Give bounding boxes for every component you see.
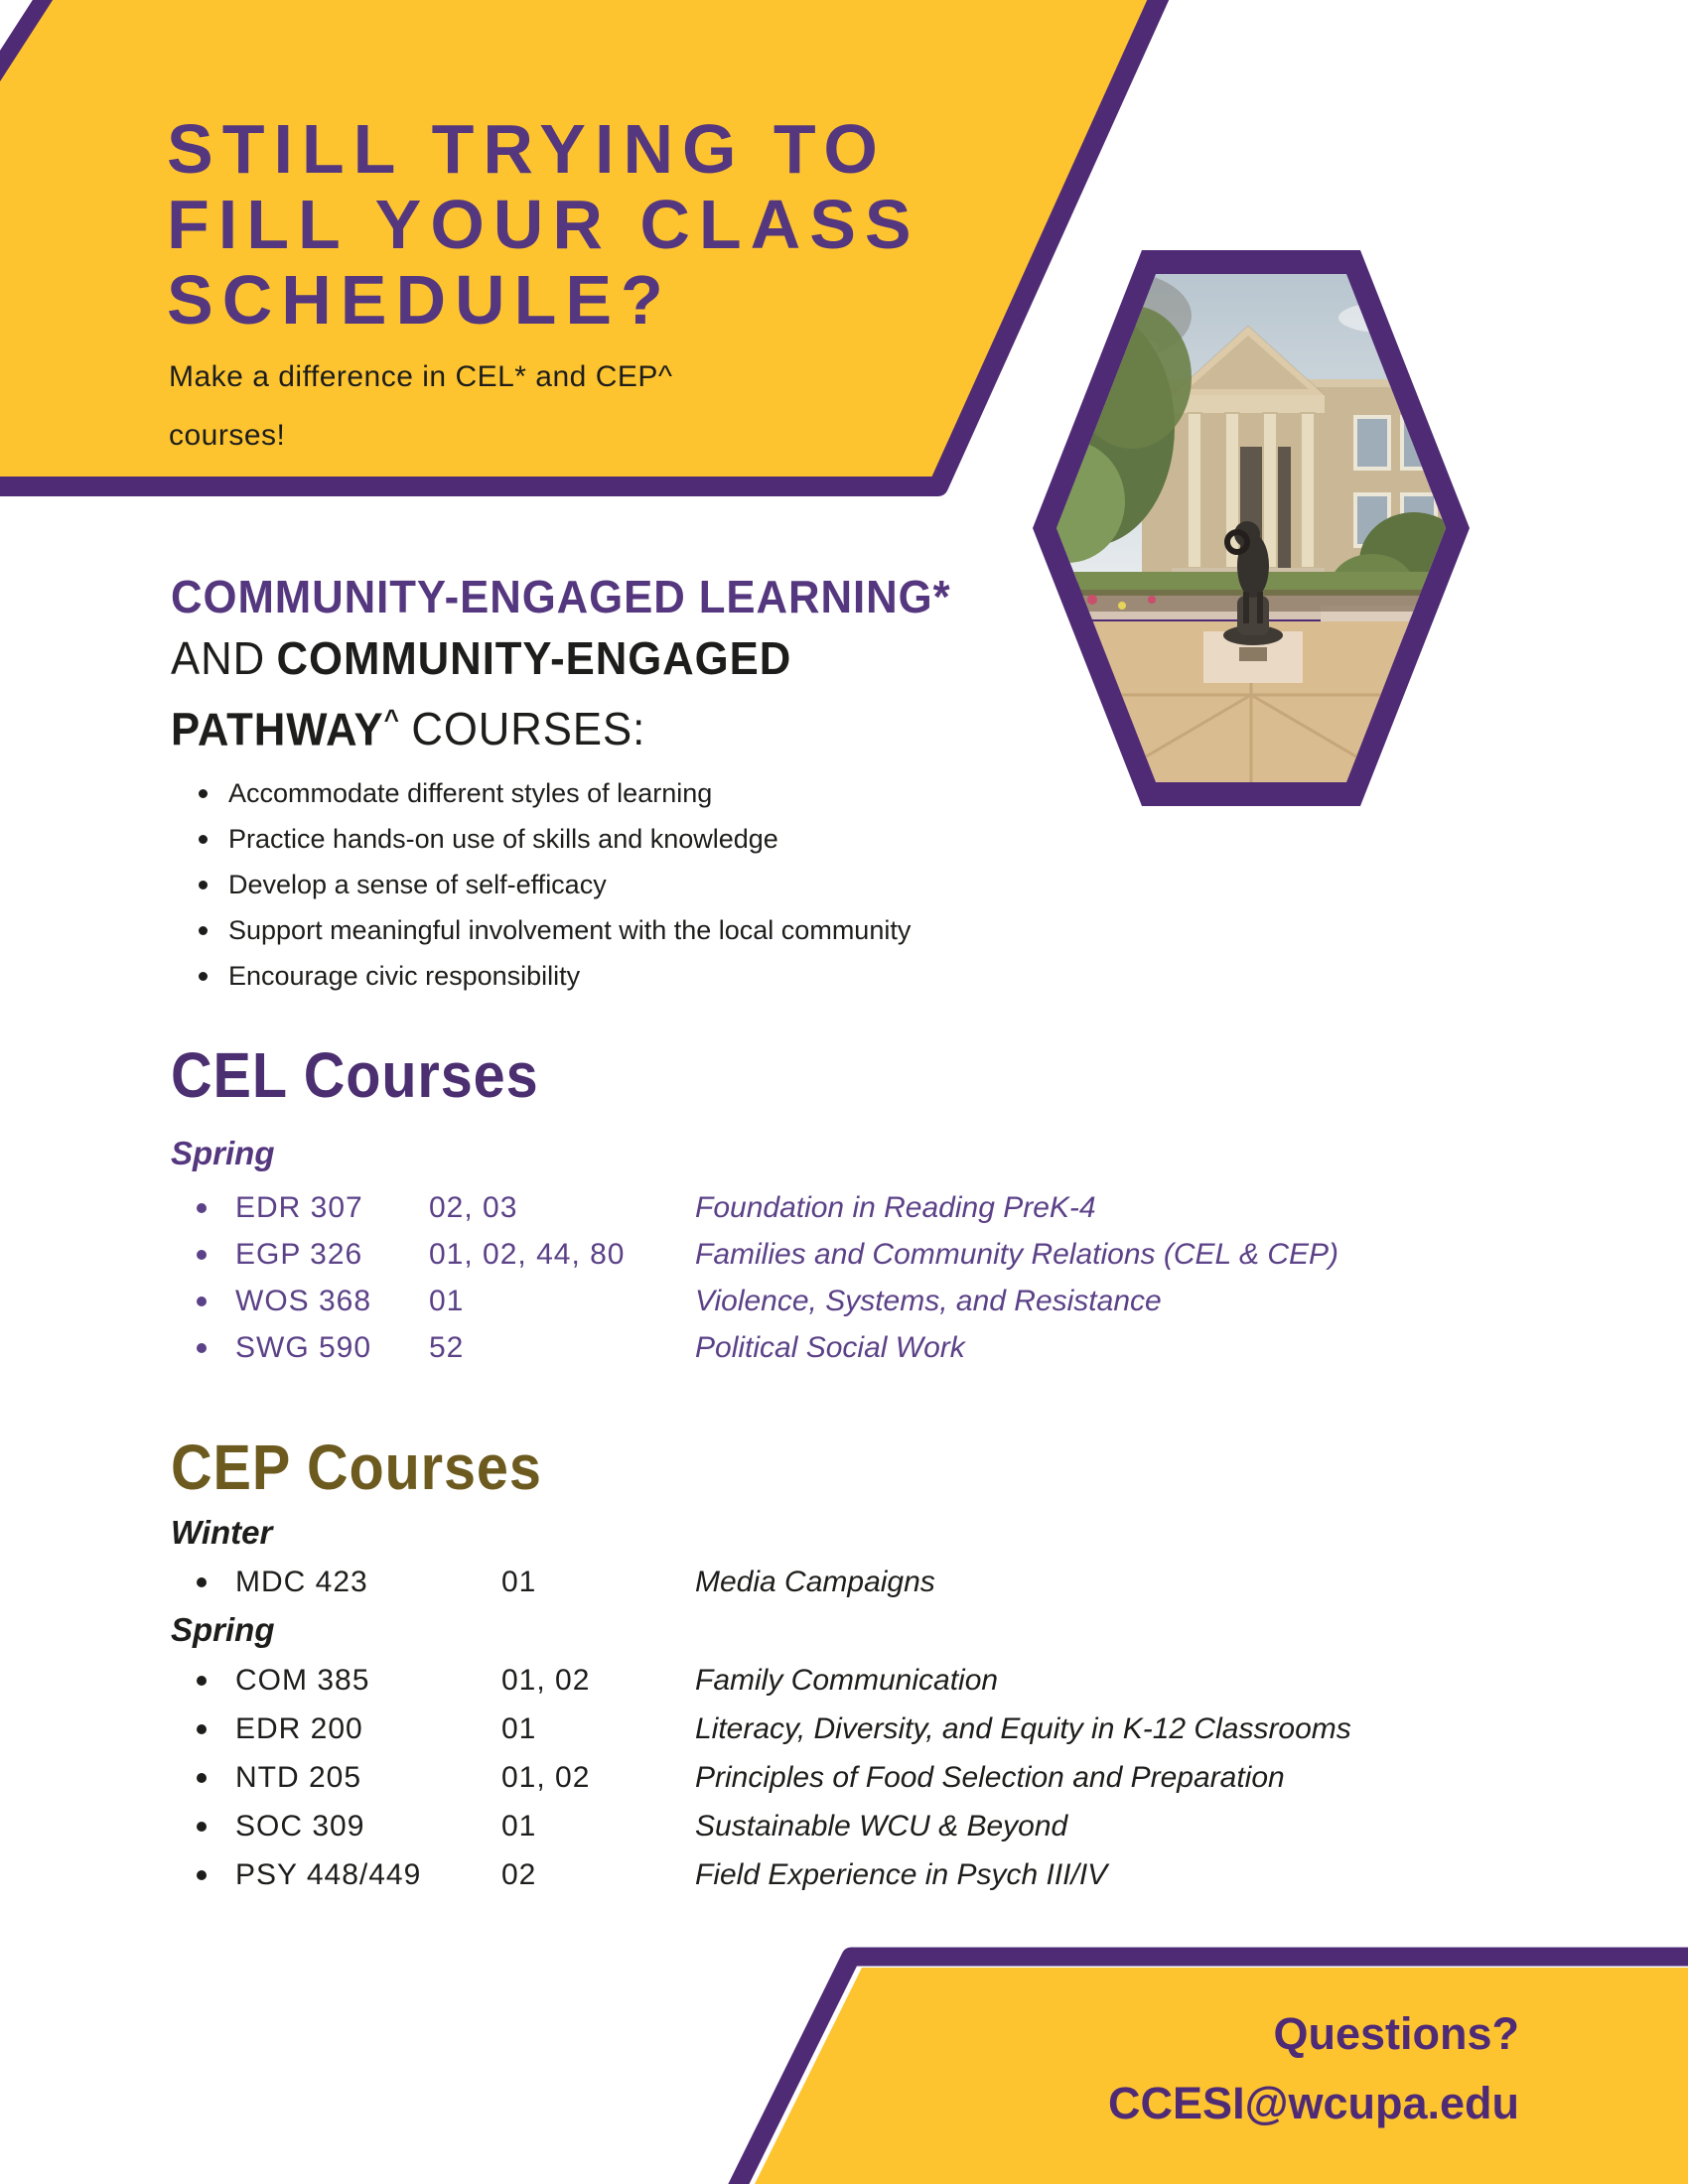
intro-heading-courses: COURSES:: [411, 703, 646, 755]
course-sections: 02, 03: [429, 1191, 518, 1224]
intro-heading-line2-bold: COMMUNITY-ENGAGED: [276, 632, 792, 684]
intro-heading-pathway: PATHWAY: [171, 703, 384, 755]
cep-winter-label: Winter: [171, 1514, 273, 1551]
course-title: Sustainable WCU & Beyond: [695, 1810, 1068, 1843]
course-sections: 01, 02, 44, 80: [429, 1238, 626, 1271]
bullet-icon: [197, 1203, 207, 1213]
main-title-line1: STILL TRYING TO: [167, 110, 887, 188]
intro-heading-caret: ^: [383, 704, 400, 735]
course-sections: 01: [501, 1810, 537, 1843]
course-title: Principles of Food Selection and Preparation: [695, 1761, 1285, 1794]
bullet-icon: [197, 1676, 207, 1686]
intro-bullet-list: [171, 770, 911, 999]
bullet-icon: [197, 1250, 207, 1260]
course-title: Violence, Systems, and Resistance: [695, 1285, 1162, 1317]
cel-term-label: Spring: [171, 1135, 275, 1171]
bullet-icon: [197, 1773, 207, 1783]
course-code: PSY 448/449: [235, 1858, 422, 1891]
course-code: SWG 590: [235, 1331, 372, 1364]
cep-section-heading: CEP Courses: [171, 1432, 542, 1503]
course-code: EGP 326: [235, 1238, 363, 1271]
banner-subtitle-line2: courses!: [169, 419, 286, 452]
footer-question: Questions?: [1273, 2008, 1519, 2059]
banner-subtitle: [169, 347, 672, 465]
bullet-icon: [197, 1870, 207, 1880]
intro-heading-line1: COMMUNITY-ENGAGED LEARNING*: [171, 571, 951, 622]
course-title: Field Experience in Psych III/IV: [695, 1858, 1108, 1891]
course-sections: 01: [501, 1712, 537, 1745]
bullet-icon: [197, 1343, 207, 1353]
course-code: WOS 368: [235, 1285, 372, 1317]
bullet-icon: [197, 1297, 207, 1306]
cel-section-heading: CEL Courses: [171, 1039, 539, 1111]
cep-spring-label: Spring: [171, 1611, 275, 1648]
course-sections: 02: [501, 1858, 537, 1891]
list-item: Encourage civic responsibility: [171, 953, 911, 999]
course-code: COM 385: [235, 1664, 370, 1697]
course-sections: 01, 02: [501, 1664, 591, 1697]
course-title: Literacy, Diversity, and Equity in K-12 Classrooms: [695, 1712, 1351, 1745]
course-title: Foundation in Reading PreK-4: [695, 1191, 1096, 1224]
course-sections: 52: [429, 1331, 465, 1364]
main-title: [167, 111, 920, 338]
intro-heading-line2: [171, 627, 951, 689]
course-title: Political Social Work: [695, 1331, 965, 1364]
main-title-line2: FILL YOUR CLASS: [167, 186, 920, 263]
bullet-icon: [197, 1577, 207, 1587]
bullet-icon: [197, 1822, 207, 1832]
course-code: SOC 309: [235, 1810, 365, 1843]
list-item: Develop a sense of self-efficacy: [171, 862, 911, 907]
list-item: Practice hands-on use of skills and knowledge: [171, 816, 911, 862]
course-code: EDR 200: [235, 1712, 363, 1745]
footer-contact: [1108, 1999, 1519, 2138]
course-title: Family Communication: [695, 1664, 999, 1697]
intro-heading-and: AND: [171, 632, 266, 684]
course-code: EDR 307: [235, 1191, 363, 1224]
course-sections: 01: [429, 1285, 465, 1317]
list-item: Support meaningful involvement with the local community: [171, 907, 911, 953]
course-title: Media Campaigns: [695, 1566, 935, 1598]
course-sections: 01: [501, 1566, 537, 1598]
course-code: NTD 205: [235, 1761, 362, 1794]
course-sections: 01, 02: [501, 1761, 591, 1794]
bullet-icon: [197, 1724, 207, 1734]
banner-subtitle-line1: Make a difference in CEL* and CEP^: [169, 360, 673, 393]
footer-email[interactable]: CCESI@wcupa.edu: [1108, 2078, 1519, 2128]
list-item: Accommodate different styles of learning: [171, 770, 911, 816]
campus-photo-hexagon: [1006, 250, 1470, 806]
intro-heading: [171, 566, 951, 759]
course-title: Families and Community Relations (CEL & CEP): [695, 1238, 1339, 1271]
intro-heading-line3: [171, 689, 951, 759]
main-title-line3: SCHEDULE?: [167, 261, 672, 339]
course-code: MDC 423: [235, 1566, 368, 1598]
